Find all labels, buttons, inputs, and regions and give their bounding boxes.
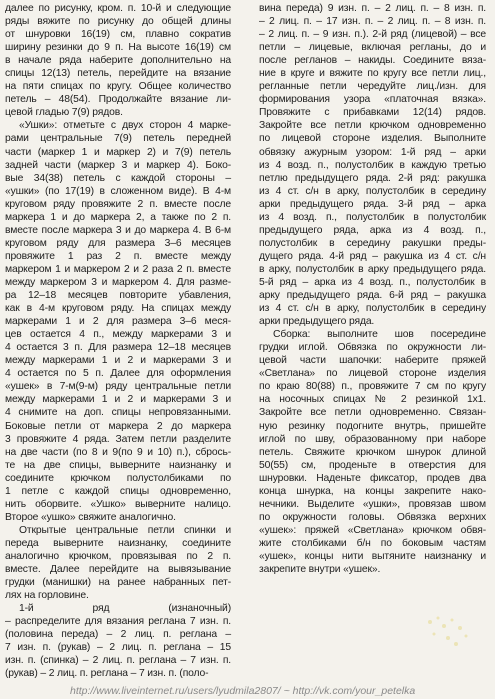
text-line: на две части (по 8 и 9(по 9 и 10) п.), сбрось- [5, 446, 231, 458]
text-line: петель. Свяжите крючком шнурок длиной [259, 446, 486, 458]
text-line: грудки иглой. Обвязка по окружности ли- [259, 342, 486, 354]
text-line: 5-й ряд – арка из 4 возд. п., полустолбик в [259, 276, 486, 288]
text-line: полустолбик в середину ракушки преды- [259, 237, 486, 249]
text-line: задней части (маркер 3 и маркер 4). Боко- [5, 159, 231, 171]
text-line: вместе. Далее перейдите на вывязывание [5, 564, 231, 576]
text-line: петлю предыдущего ряда. 2-й ряд: ракушка [259, 172, 486, 184]
text-line: ную резинку подогните внутрь, пришейте [259, 420, 486, 432]
text-line: (половина переда) – 2 лиц. п. реглана – [5, 629, 231, 641]
text-line: шнуровки. Наденьте фиксатор, продев два [259, 472, 486, 484]
text-line: ряды вяжите по рисунку до общей длины [5, 16, 231, 28]
text-line: 7 изн. п. (рукав) – 2 лиц. п. реглана – 15 [5, 642, 231, 654]
text-line: Провяжите с прибавками 12(14) рядов. [259, 107, 486, 119]
text-line: вые 34(38) петель с каждой стороны – [5, 172, 231, 184]
text-line: «ушек», концы нити вытяните наизнанку и [259, 550, 486, 562]
text-line: «Светлана» по лицевой стороне изделия [259, 368, 486, 380]
text-line: от шнуровки 16(19) см, плавно сократив [5, 29, 231, 41]
text-line: маркером 1 и маркером 2 и 2 раза 2 п. вместе [5, 263, 231, 275]
text-line: Боковые петли от маркера 2 до маркера [5, 420, 231, 432]
text-line: нить оборвите. «Ушко» выверните налицо. [5, 498, 231, 510]
text-line: из 4 ст. с/н в арку, полустолбик в середину [259, 185, 486, 197]
text-line: «ушки» (по 17(19) в сложенном виде). В 4-м [5, 185, 231, 197]
text-line: 4 остается 3 п. Для размера 12–18 месяцев [5, 342, 231, 354]
text-line: 4 снимите на доп. спицы непровязанными. [5, 407, 231, 419]
text-line: «ушек» в 7-м(9-м) ряду центральные петли [5, 381, 231, 393]
text-line: переда выверните наизнанку, соедините [5, 537, 231, 549]
text-line: регланные петли чередуйте лиц./изн. для [259, 81, 486, 93]
text-line: цев остается 4 п., между маркерами 3 и [5, 329, 231, 341]
text-line: по краю 80(88) п., провяжите 7 см по кругу [259, 381, 486, 393]
text-line: по лицевой стороне изделия. Выполните [259, 133, 486, 145]
right-text-column [259, 2, 486, 576]
text-line: вместе после маркера 3 и до маркера 4. В 6-м [5, 224, 231, 236]
text-line: в арку, полустолбик в арку предыдущего ряда. [259, 263, 486, 275]
text-line: Открытые центральные петли спинки и [19, 524, 231, 536]
text-line: 4 остается по 5 п. Далее для оформления [5, 368, 231, 380]
text-line: Сборка: выполните шов посередине [273, 329, 486, 341]
text-line: далее по рисунку, кром. п. 10-й и следующие [5, 3, 231, 14]
text-line: из 4 ст. с/н в арку, полустолбик в середину [259, 303, 486, 315]
text-line: по окружности головы. Обвязка верхних [259, 511, 486, 523]
text-line: из 4 возд. п., полустолбик в полустолбик [259, 211, 486, 223]
text-line: Закройте все петли одновременно. Связан- [259, 407, 486, 419]
text-line: как в 4-м круговом ряду. На спицах между [5, 303, 231, 315]
text-line: из 4 возд. п., полустолбик в каждую третью [259, 159, 486, 171]
text-line: изн. п. (спинка) – 2 лиц. п. реглана – 7 изн. п. [5, 655, 231, 667]
text-line: «ушек»: пряжей «Светлана» крючком обвя- [259, 524, 486, 536]
text-line: нечники. Выделите «ушки», провязав швом [259, 498, 486, 510]
text-line: провяжите 1 раз 2 п. вместе между [5, 250, 231, 262]
text-line: цевой части шапочки: наберите пряжей [259, 355, 486, 367]
text-line: ние в круге и вяжите по кругу все петли лиц., [259, 68, 486, 80]
text-line: – распределите для вязания реглана 7 изн. п. [5, 616, 231, 628]
text-line: петли – лицевые, включая регланы, до и [259, 42, 486, 54]
text-line: после регланов – накиды. Соедините вяза- [259, 55, 486, 67]
text-line: те на две спицы, выверните наизнанку и [5, 459, 231, 471]
text-line: 1-й ряд (изнаночный) [19, 603, 231, 615]
text-line: круговом ряду для размера 3–6 месяцев [5, 237, 231, 249]
text-line: лях на горловине. [5, 590, 89, 602]
text-line: иглой по шву, образованному при наборе [259, 433, 486, 445]
text-line: между маркерами 1 и 2 и маркерами 3 и [5, 355, 231, 367]
text-line: соедините крючком полустолбиками по [5, 472, 231, 484]
text-line: ра 12–18 месяцев повторите убавления, [5, 290, 231, 302]
text-line: арки предыдущего ряда. [259, 316, 375, 328]
text-line: части (маркер 1 и маркер 2) и 7(9) петель [5, 146, 231, 158]
text-line: маркерами 1 и 2 для размера 3–6 меся- [5, 316, 231, 328]
text-line: 50(55) см, проденьте в отверстия для [259, 459, 486, 471]
text-line: конца шнурка, на концы закрепите нако- [259, 485, 486, 497]
text-line: на пяти спицах по кругу. Общее количество [5, 81, 231, 93]
text-line: 1 петле с каждой спицы одновременно, [5, 485, 231, 497]
text-line: круговом ряду провяжите 2 п. вместе после [5, 198, 231, 210]
text-line: арки предыдущего ряда. 3-й ряд – арка [259, 198, 486, 210]
text-line: маркера 1 и до маркера 2, а также по 2 п. [5, 211, 231, 223]
text-line: между маркером 3 и маркером 4. Для разме- [5, 276, 231, 288]
text-line: вина переда) 9 изн. п. – 2 лиц. п. – 8 изн. п. [259, 3, 486, 14]
text-line: – 2 лиц. п. – 9 изн. п.). 2-й ряд (лицевой) – все [259, 29, 486, 41]
text-line: (рукав) – 2 лиц. п. реглана – 7 изн. п. (поло- [5, 668, 209, 680]
text-line: аналогично крючком, провязывая по 2 п. [5, 550, 231, 562]
text-line: предыдущего ряда, арка из 4 возд. п., [259, 224, 486, 236]
text-line: в начале ряда наберите дополнительно на [5, 55, 231, 67]
text-line: «Ушки»: отметьте с двух сторон 4 марке- [19, 120, 231, 132]
text-line: жите столбиками б/н по боковым частям [259, 537, 486, 549]
text-line: дущего ряда. 4-й ряд – ракушка из 4 ст. с/н [259, 250, 486, 262]
text-line: Закройте все петли крючком одновременно [259, 120, 486, 132]
left-text-column [5, 2, 231, 680]
decorative-dots [420, 612, 480, 652]
text-line: закрепите внутри «ушек». [259, 564, 381, 576]
text-line: рами центральные 7(9) петель передней [5, 133, 231, 145]
text-line: грудки (манишки) на ранее набранных пет- [5, 577, 231, 589]
text-line: формирования узора «платочная вязка». [259, 94, 486, 106]
text-line: ширину резинки до 9 п. На высоте 16(19) см [5, 42, 231, 54]
text-line: петель – 48(54). Продолжайте вязание ли- [5, 94, 231, 106]
text-line: 3 провяжите 4 ряда. Затем петли разделите [5, 433, 231, 445]
text-line: обвязку ажурным узором: 1-й ряд – арки [259, 146, 486, 158]
text-line: – 2 лиц. п. – 17 изн. п. – 2 лиц. п. – 8 изн. п. [259, 16, 486, 28]
text-line: арку предыдущего ряда. 6-й ряд – ракушка [259, 290, 486, 302]
text-line: спицы 12(13) петель, перейдите на вязание [5, 68, 231, 80]
text-line: между маркерами 1 и 2 и маркерами 3 и [5, 394, 231, 406]
text-line: на носочных спицах № 2 резинкой 1х1. [259, 394, 486, 406]
text-line: цевой гладью 7(9) рядов. [5, 107, 123, 119]
watermark-url: http://www.liveinternet.ru/users/lyudmila2807/ ~ http://vk.com/your_petelka [70, 685, 416, 697]
text-line: Второе «ушко» свяжите аналогично. [5, 511, 176, 523]
